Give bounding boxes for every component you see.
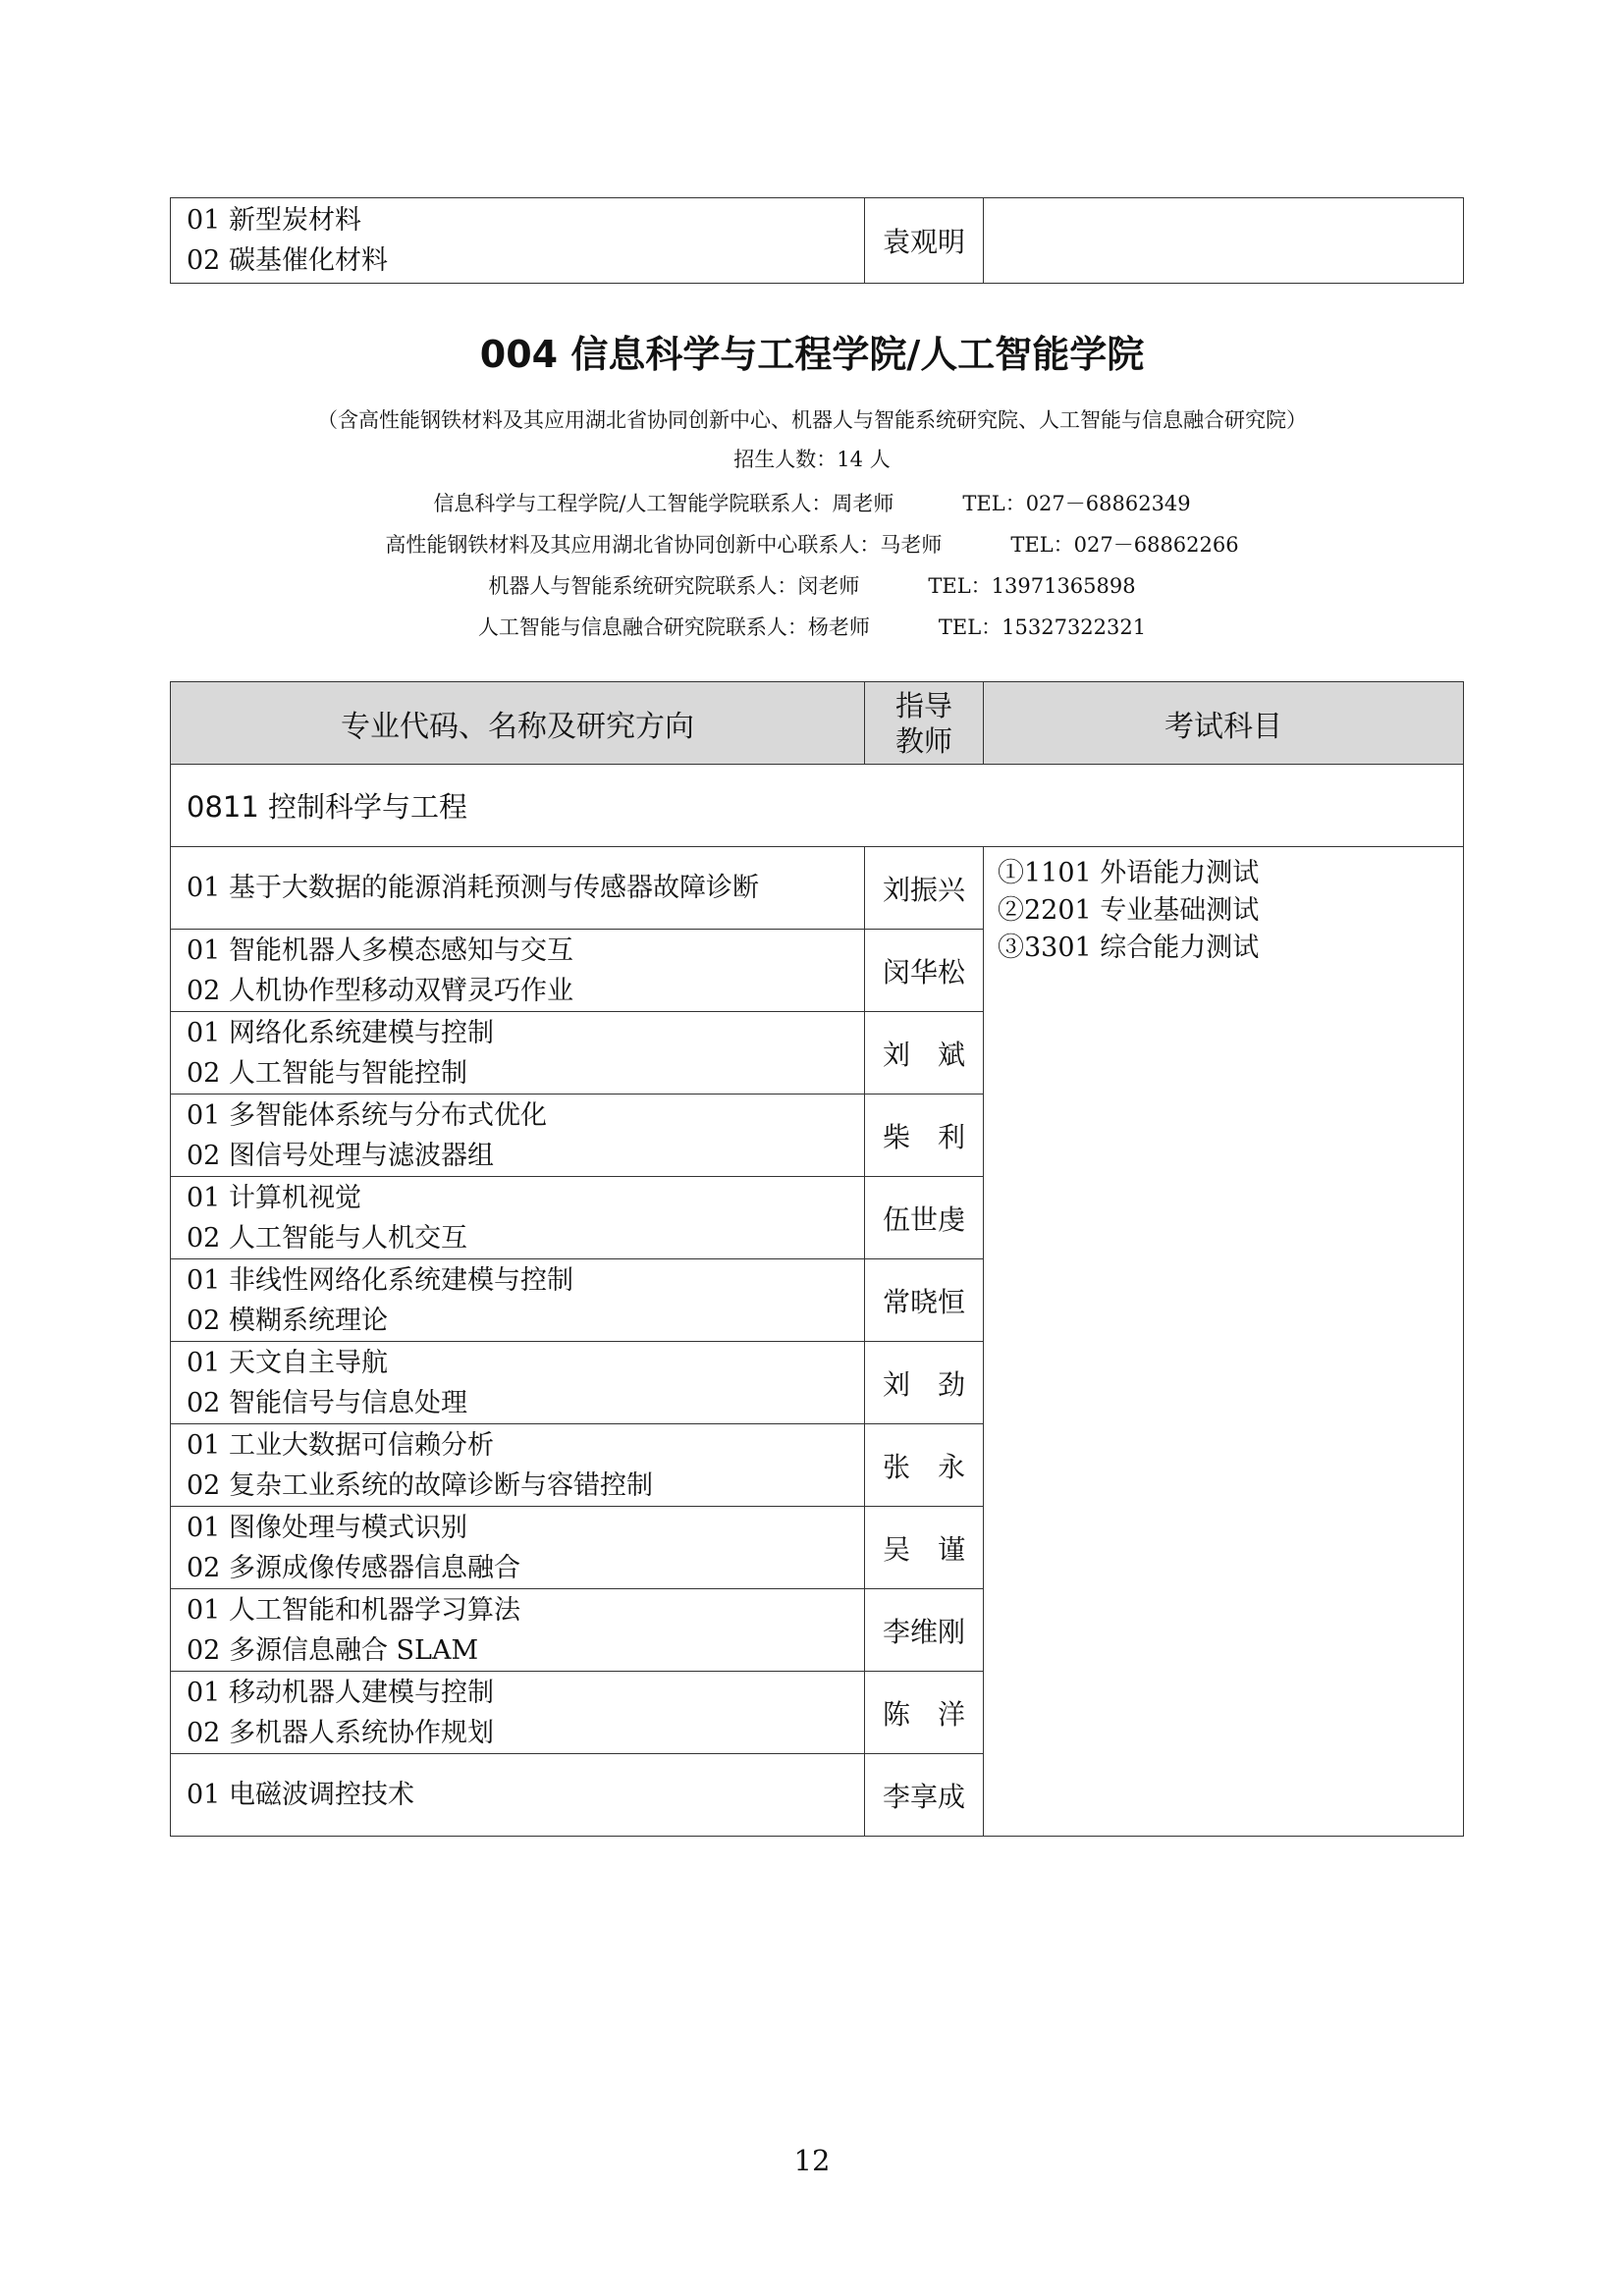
contact-line xyxy=(0,612,1624,641)
direction-line: 01 智能机器人多模态感知与交互 xyxy=(187,934,573,966)
exam-subject: ③3301 综合能力测试 xyxy=(998,933,1260,963)
header-teacher-line: 指导 xyxy=(894,688,952,722)
header-teacher-line: 教师 xyxy=(894,723,952,758)
exam-subject: ①1101 外语能力测试 xyxy=(998,858,1260,888)
direction-line: 02 多机器人系统协作规划 xyxy=(187,1717,494,1748)
enrollment-count: 招生人数：14 人 xyxy=(733,448,891,471)
direction-line: 01 天文自主导航 xyxy=(187,1347,388,1378)
contact-tel: TEL：027－68862349 xyxy=(962,492,1191,515)
department-note: （含高性能钢铁材料及其应用湖北省协同创新中心、机器人与智能系统研究院、人工智能与信息融合研究院） xyxy=(317,408,1307,432)
direction-cell xyxy=(171,1507,865,1589)
direction-cell xyxy=(171,1424,865,1507)
direction-cell xyxy=(171,1095,865,1177)
teacher-cell: 李维刚 xyxy=(865,1589,984,1672)
direction-cell xyxy=(171,847,865,930)
direction-line: 01 移动机器人建模与控制 xyxy=(187,1677,494,1708)
direction-cell xyxy=(171,1012,865,1095)
direction-cell xyxy=(171,1177,865,1259)
teacher-cell: 吴 谨 xyxy=(865,1507,984,1589)
direction-cell xyxy=(171,1754,865,1837)
contact-tel: TEL：15327322321 xyxy=(938,615,1147,639)
header-subjects: 考试科目 xyxy=(984,682,1464,765)
direction-line: 02 人工智能与人机交互 xyxy=(187,1222,467,1254)
direction-cell xyxy=(171,1342,865,1424)
direction-line: 02 模糊系统理论 xyxy=(187,1305,388,1336)
direction-line: 01 网络化系统建模与控制 xyxy=(187,1017,494,1048)
contact-line xyxy=(0,570,1624,600)
teacher-cell: 伍世虔 xyxy=(865,1177,984,1259)
contact-label: 信息科学与工程学院/人工智能学院联系人：周老师 xyxy=(433,492,894,515)
direction-cell xyxy=(171,1259,865,1342)
major-row xyxy=(171,765,1464,847)
program-table xyxy=(170,681,1464,1837)
teacher-cell: 刘振兴 xyxy=(865,847,984,930)
direction-line: 01 工业大数据可信赖分析 xyxy=(187,1429,494,1461)
teacher-cell: 刘 劲 xyxy=(865,1342,984,1424)
contact-label: 机器人与智能系统研究院联系人：闵老师 xyxy=(488,574,860,598)
table-header-row xyxy=(171,682,1464,765)
teacher-cell: 常晓恒 xyxy=(865,1259,984,1342)
exam-subject: ②2201 专业基础测试 xyxy=(998,895,1260,926)
header-direction: 专业代码、名称及研究方向 xyxy=(171,682,865,765)
department-title: 004 信息科学与工程学院/人工智能学院 xyxy=(479,333,1145,376)
exam-subjects-cell xyxy=(984,847,1464,1837)
teacher-cell: 刘 斌 xyxy=(865,1012,984,1095)
teacher-cell: 闵华松 xyxy=(865,930,984,1012)
contact-line xyxy=(0,529,1624,559)
direction-cell xyxy=(171,930,865,1012)
direction-line: 01 新型炭材料 xyxy=(187,205,361,236)
teacher-cell: 陈 洋 xyxy=(865,1672,984,1754)
table-row xyxy=(171,847,1464,930)
direction-line: 01 多智能体系统与分布式优化 xyxy=(187,1099,547,1131)
header-teacher xyxy=(865,682,984,765)
direction-line: 02 复杂工业系统的故障诊断与容错控制 xyxy=(187,1469,653,1501)
table-row xyxy=(171,198,1464,284)
teacher-cell: 柴 利 xyxy=(865,1095,984,1177)
direction-line: 02 人工智能与智能控制 xyxy=(187,1057,467,1089)
direction-cell xyxy=(171,198,865,284)
direction-line: 01 人工智能和机器学习算法 xyxy=(187,1594,520,1626)
direction-line: 02 人机协作型移动双臂灵巧作业 xyxy=(187,975,573,1006)
contact-tel: TEL：027－68862266 xyxy=(1010,533,1239,557)
direction-line: 01 计算机视觉 xyxy=(187,1182,361,1213)
direction-line: 02 图信号处理与滤波器组 xyxy=(187,1140,494,1171)
previous-table xyxy=(170,197,1464,284)
teacher-cell: 李享成 xyxy=(865,1754,984,1837)
direction-line: 02 碳基催化材料 xyxy=(187,245,388,276)
page-number: 12 xyxy=(793,2144,831,2177)
direction-line: 02 多源信息融合 SLAM xyxy=(187,1634,479,1666)
teacher-cell: 袁观明 xyxy=(865,198,984,284)
contact-label: 人工智能与信息融合研究院联系人：杨老师 xyxy=(477,615,870,639)
direction-cell xyxy=(171,1589,865,1672)
contact-label: 高性能钢铁材料及其应用湖北省协同创新中心联系人：马老师 xyxy=(385,533,943,557)
contact-tel: TEL：13971365898 xyxy=(928,574,1136,598)
direction-line: 01 电磁波调控技术 xyxy=(187,1780,414,1810)
direction-line: 01 基于大数据的能源消耗预测与传感器故障诊断 xyxy=(187,873,759,903)
direction-cell xyxy=(171,1672,865,1754)
teacher-cell: 张 永 xyxy=(865,1424,984,1507)
direction-line: 02 多源成像传感器信息融合 xyxy=(187,1552,520,1583)
direction-line: 02 智能信号与信息处理 xyxy=(187,1387,467,1418)
direction-line: 01 非线性网络化系统建模与控制 xyxy=(187,1264,573,1296)
direction-line: 01 图像处理与模式识别 xyxy=(187,1512,467,1543)
major-title: 0811 控制科学与工程 xyxy=(171,765,1464,847)
contact-line xyxy=(0,488,1624,517)
subjects-cell xyxy=(984,198,1464,284)
